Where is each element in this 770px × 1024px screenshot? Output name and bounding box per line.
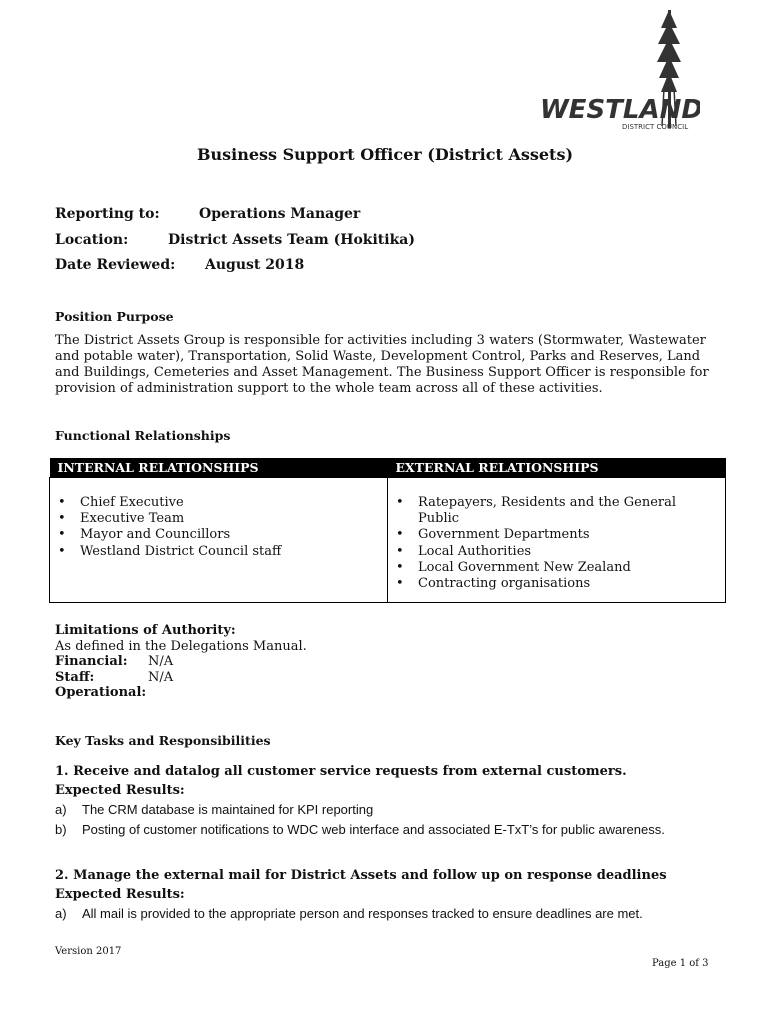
- operational-label: Operational:: [55, 685, 147, 701]
- list-item: • Government Departments: [418, 527, 717, 543]
- result-marker: a): [55, 906, 67, 921]
- functional-relationships-heading: Functional Relationships: [55, 428, 231, 443]
- logo-subtitle: DISTRICT COUNCIL: [622, 123, 689, 131]
- result-text: The CRM database is maintained for KPI reporting: [82, 802, 374, 817]
- location-row: [55, 232, 415, 248]
- task-1-result-a: [55, 802, 720, 818]
- staff-label: Staff:: [55, 669, 95, 685]
- external-header: EXTERNAL RELATIONSHIPS: [388, 458, 726, 478]
- position-purpose-text: The District Assets Group is responsible for activities including 3 waters (Stormwater, Wastewater and potable water), Transportation, Solid Waste, Development Control, Parks and Reserves, Land and Buildings, Cemeteries and Asset Management. The Business Support Officer is responsible for provision of administration support to the whole team across all of these activities.: [55, 333, 709, 396]
- task-2-result-a: [55, 906, 720, 922]
- page-title: Business Support Officer (District Assets): [196, 145, 574, 164]
- logo-wordmark: WESTLAND: [540, 95, 700, 125]
- task-1-title: 1. Receive and datalog all customer service requests from external customers.: [55, 764, 627, 779]
- task-2-expected: Expected Results:: [55, 887, 185, 902]
- limitations-block: [55, 623, 307, 701]
- list-item: • Westland District Council staff: [80, 544, 379, 560]
- key-tasks-heading: Key Tasks and Responsibilities: [55, 733, 271, 748]
- external-cell: [388, 478, 726, 603]
- task-1-expected: Expected Results:: [55, 783, 185, 798]
- date-label: Date Reviewed:: [55, 257, 176, 273]
- page-number: Page 1 of 3: [652, 958, 709, 969]
- limitations-heading: Limitations of Authority:: [55, 623, 236, 638]
- version-footer: Version 2017: [55, 946, 122, 957]
- internal-header: INTERNAL RELATIONSHIPS: [50, 458, 388, 478]
- list-item: • Executive Team: [80, 511, 379, 527]
- financial-value: N/A: [148, 654, 174, 670]
- location-label: Location:: [55, 232, 129, 248]
- result-text: All mail is provided to the appropriate person and responses tracked to ensure deadlines are met.: [82, 906, 643, 921]
- date-row: [55, 257, 305, 273]
- internal-cell: [50, 478, 388, 603]
- date-value: August 2018: [205, 257, 305, 273]
- limitations-text: As defined in the Delegations Manual.: [55, 638, 307, 654]
- reporting-value: Operations Manager: [199, 206, 361, 222]
- westland-logo: [540, 8, 700, 132]
- list-item: • Chief Executive: [80, 495, 379, 511]
- list-item: • Ratepayers, Residents and the General Public: [418, 495, 717, 527]
- list-item: • Mayor and Councillors: [80, 527, 379, 543]
- result-text: Posting of customer notifications to WDC web interface and associated E-TxT’s for public awareness.: [82, 822, 665, 837]
- location-value: District Assets Team (Hokitika): [168, 232, 415, 248]
- staff-value: N/A: [148, 669, 174, 685]
- reporting-row: [55, 206, 361, 222]
- result-marker: a): [55, 802, 67, 817]
- list-item: • Local Authorities: [418, 544, 717, 560]
- position-purpose-heading: Position Purpose: [55, 309, 174, 324]
- relationships-table: [49, 458, 726, 603]
- list-item: • Contracting organisations: [418, 576, 717, 592]
- financial-label: Financial:: [55, 654, 128, 670]
- reporting-label: Reporting to:: [55, 206, 160, 222]
- task-1-result-b: [55, 822, 720, 838]
- task-2-title: 2. Manage the external mail for District Assets and follow up on response deadlines: [55, 868, 667, 883]
- list-item: • Local Government New Zealand: [418, 560, 717, 576]
- result-marker: b): [55, 822, 67, 837]
